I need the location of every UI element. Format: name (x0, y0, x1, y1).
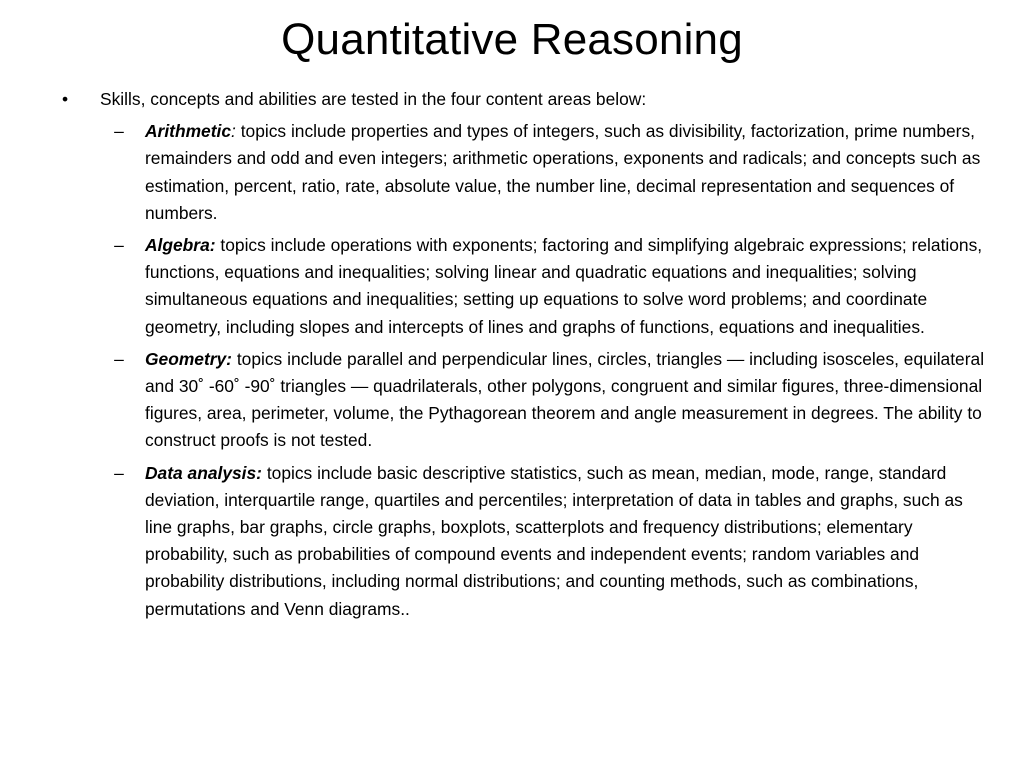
area-separator-arithmetic: : (231, 121, 241, 142)
area-text-geometry: topics include parallel and perpendicular lines, circles, triangles — including isosceles, equilateral and 30˚ -60˚ -90˚ triangles — quadrilaterals, other polygons, congruent and similar figures, three-dimensional figures, area, perimeter, volume, the Pythagorean theorem and angle measurement in degrees. The ability to construct proofs is not tested. (145, 348, 985, 451)
dash-icon: – (114, 348, 124, 369)
area-text-arithmetic: topics include properties and types of integers, such as divisibility, factorization, prime numbers, remainders and odd and even integers; arithmetic operations, exponents and radicals; and concepts such as estimation, percent, ratio, rate, absolute value, the number line, decimal representation and sequences of numbers. (145, 121, 981, 223)
area-arithmetic (56, 118, 991, 227)
content-areas-list (56, 118, 991, 623)
bullet-dot-icon: • (61, 89, 69, 109)
area-text-data-analysis: topics include basic descriptive statistics, such as mean, median, mode, range, standard deviation, interquartile range, quartiles and percentiles; interpretation of data in tables and graphs, such as line graphs, bar graphs, circle graphs, boxplots, scatterplots and frequency distributions; elementary probability, such as probabilities of compound events and independent events; random variables and probability distributions, including normal distributions; and counting methods, such as combinations, permutations and Venn diagrams.. (145, 462, 963, 619)
area-text-algebra: topics include operations with exponents; factoring and simplifying algebraic expressions; relations, functions, equations and inequalities; solving linear and quadratic equations and inequalities; solving simultaneous equations and inequalities; setting up equations to solve word problems; and coordinate geometry, including slopes and intercepts of lines and graphs of functions, equations and inequalities. (145, 235, 983, 337)
intro-text: Skills, concepts and abilities are tested in the four content areas below: (100, 89, 647, 109)
intro-bullet (56, 86, 991, 113)
slide-title: Quantitative Reasoning (281, 15, 743, 64)
area-term-algebra: Algebra: (145, 235, 216, 256)
area-term-geometry: Geometry: (145, 348, 232, 369)
area-data-analysis (56, 460, 991, 623)
dash-icon: – (114, 121, 124, 142)
area-term-arithmetic: Arithmetic (145, 121, 232, 142)
dash-icon: – (114, 462, 124, 483)
slide-content (56, 86, 991, 628)
area-geometry (56, 346, 991, 455)
area-algebra (56, 232, 991, 341)
area-term-data-analysis: Data analysis: (145, 462, 262, 483)
dash-icon: – (114, 235, 124, 256)
